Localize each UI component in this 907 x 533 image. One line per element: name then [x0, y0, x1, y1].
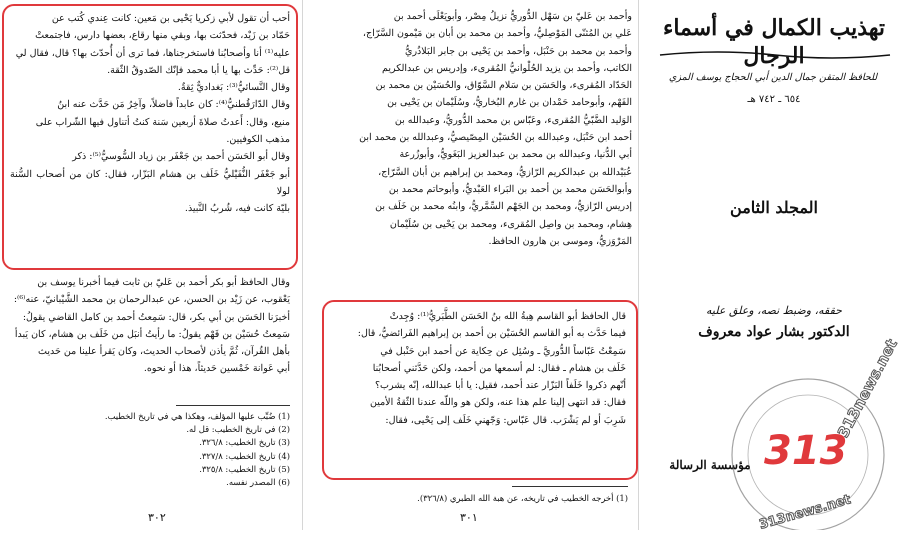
- footnote: (2) في تاريخ الخطيب: قل له.: [186, 424, 290, 435]
- cover-page: [638, 0, 907, 533]
- editor-intro: حققه، وضبط نصه، وعلق عليه: [706, 304, 842, 317]
- body-text-page-301: [310, 8, 632, 250]
- text-line: سَمِعتُ حُسَيْن بن فَهْم يقولُ: ما رأيتُ أنبَل من خَلَف بن هشام، كان يَبدأ: [14, 328, 290, 340]
- text-line: إدريس الرّازيُّ، ومحمد بن الجَهْم السِّمَّريُّ، وابنُه محمد بن خَلَف بن: [375, 201, 632, 213]
- text-line: أبو جَعْفَر النُّفَيْليُّ خَلَف بن هشام البَزّار، فقال: كان من أصحاب السُّنة لولا: [10, 168, 290, 197]
- page-302: [0, 0, 302, 530]
- footnote: (1) أخرجه الخطيب في تاريخه، عن هبة الله الطبري (٣٢٦/٨).: [417, 493, 628, 503]
- footnotes-page-302: [90, 410, 290, 489]
- text-line: أنّهم ذكروا خَلَفاً البَزّار عند أحمد، فقيل: يا أبا عبدالله، إنّه يشرب؟: [375, 380, 626, 392]
- author-dates: ٦٥٤ ـ ٧٤٢ هـ: [747, 94, 801, 105]
- highlighted-passage-page-301: [330, 308, 626, 429]
- footnote: (6) المصدر نفسه.: [226, 477, 290, 488]
- text-line: أبي الدُّنيا، وعبدالله بن محمد بن عبدالعزيز البَغَويُّ، وأبوزُرعة: [399, 149, 632, 161]
- publisher-name: مؤسسة الرسالة: [669, 458, 751, 472]
- text-line: عُبَيْدالله بن عبدالكريم الرّازيُّ، ومحمد بن إبراهيم بن أبان السَّرّاج،: [378, 166, 632, 178]
- footnote: (4) تاريخ الخطيب: ٣٢٧/٨.: [199, 450, 290, 461]
- footnote: (3) تاريخ الخطيب: ٣٢٦/٨.: [199, 437, 290, 448]
- footnote: (1) ضُبِّب عليها المؤلف، وهكذا هي في تاريخ الخطيب.: [104, 411, 290, 421]
- text-line: الحَدّاد المُقرىء، والحَسَن بن سَلام السَّوّاق، والحُسَيْن بن محمد بن: [375, 80, 632, 92]
- text-line: أحمد ابن حَنْبَل، وعبدالله بن الحُسَيْن المِصّيصيُّ، وعبدالله بن محمد ابن: [359, 132, 632, 144]
- text-line: قل⁽²⁾: حَدِّث بها يا أبا محمد فإنّك الصّدوقُ الثّقة.: [107, 64, 290, 76]
- text-line: خَلَف بن هشام ـ فقال: لم أسمعها من أحمد، ولكن حَدَّثني أصحابُنا: [372, 362, 626, 374]
- text-line: المَرْوَزيُّ، وموسى بن هارون الحافظ.: [488, 235, 632, 247]
- text-line: وقال أبو الحَسَن أحمد بن جَعْفَر بن زياد السُّوسيُّ⁽⁵⁾: ذكر: [72, 151, 290, 163]
- text-line: أخبرَنا الحَسَن بن أبي بكر، قال: سَمِعتُ أحمد بن كامل القاضي يقولُ:: [22, 311, 290, 323]
- text-line: الفَهْم، وأبوحامد حَمْدان بن غارم البُخاريُّ، وسُلَيْمان بن يَحْيى بن: [387, 97, 632, 109]
- book-title: تهذيب الكمال في أسماء الرجال: [662, 15, 886, 69]
- text-line: شَرِبَ أو لم يَشْرَب. قال عَبّاس: وَجّهني خَلَف إلى يَحْيى، فقال:: [385, 414, 626, 426]
- text-line: عليه⁽¹⁾ أنا وأصحابُنا فاستخرجناها، فما ترى أن أُحدّث بها؟ قال، فقال لي: [15, 47, 290, 59]
- page-number-301: ٣٠١: [460, 511, 478, 524]
- footnotes-page-301: [322, 492, 628, 505]
- text-line: الوَليد الضَّبّيُّ المُقرىء، وعَبّاس بن محمد الدُّوريُّ، وعبدالله بن: [394, 114, 632, 126]
- title-ornament: [658, 46, 892, 65]
- text-line: أحب أن تقول لأبي زكريا يَحْيى بن مَعين: كانت عِندي كُتب عن: [51, 13, 290, 24]
- text-line: فقال: قد انتهى إلينا علم هذا عنه، ولكن هو واللّه عندنا الثّقةُ الأمين: [369, 397, 626, 409]
- text-line: بأهل القُرآن، ثُمَّ يأذن لأصحاب الحديث، وكان يَقرأ علينا من حَديث: [38, 346, 290, 358]
- text-line: أبي عَوانة خَمْسين حَديثاً، هذا أو نحوه.: [143, 363, 290, 375]
- text-line: عَلي بن المُثنّى المَوْصِليُّ، وأحمد بن محمد بن أبان بن مَيْمون السَّرّاج،: [362, 28, 632, 40]
- text-line: حَمّاد بن زَيْد، فحدّثت بها، وبقي منها رقاع، بعضها دارس، فاجتمعتْ: [35, 30, 290, 42]
- text-line: منيع، وقال: أَعدتُ صلاةَ أربعين سَنة كنتُ أتناول فيها الشّراب على: [35, 116, 290, 128]
- footnote-rule: [512, 486, 628, 487]
- watermark-site-text: 313news.net: [834, 336, 901, 441]
- text-line: هِشام، ومحمد بن واصِل المُقرىء، ومحمد بن يَحْيى بن سُلَيْمان: [389, 218, 632, 230]
- text-line: وأحمد بن عَليّ بن سَهْل الدُّوريُّ نزيلُ مِصْر، وأبويَعْلَى أحمد بن: [393, 11, 632, 22]
- text-line: فيما حَدَّث به أبو القاسم الحُسَيْن بن أحمد بن إبراهيم الفَرائضيُّ، قال:: [357, 328, 626, 340]
- author-line: للحافظ المتقن جمال الدين أبي الحجاج يوسف المزي: [668, 72, 878, 83]
- watermark-number: 313: [764, 428, 848, 474]
- text-line: وقال الدّارَقُطنيُّ⁽⁴⁾: كان عابداً فاضلاً، وآخِرُ مَن حَدَّث عنه ابنُ: [57, 99, 290, 111]
- volume-label: المجلد الثامن: [730, 198, 818, 217]
- text-line: يَعْقوب، عن زَيْد بن الحسن، عن عبدالرحمان بن محمد الشَّيْبانيّ، عنه⁽⁶⁾:: [13, 294, 290, 306]
- text-line: وقال الحافظ أبو بكر أحمد بن عَليّ بن ثابت فيما أخبرنا يوسف بن: [37, 277, 290, 288]
- text-line: وقال النَّسائيُّ⁽³⁾: بَغداديٌّ ثِقةٌ.: [177, 82, 290, 94]
- page-number-302: ٣٠٢: [148, 511, 166, 524]
- text-line: سَمِعْتُ عَبّاساً الدُّوريَّ ـ وسُئِل عن حِكاية عن أحمد ابن حَنْبل في: [380, 345, 626, 357]
- footnote: (5) تاريخ الخطيب: ٣٢٥/٨.: [199, 463, 290, 474]
- body-text-page-302: [10, 274, 290, 378]
- editor-name: الدكتور بشار عواد معروف: [698, 324, 850, 340]
- text-line: مذهب الكوفيين.: [226, 134, 290, 146]
- text-line: وأبوالحَسَن محمد بن أحمد بن البَراء العَبْديُّ، وأبوحاتم محمد بن: [388, 183, 632, 195]
- footnote-rule: [176, 405, 290, 406]
- text-line: وأحمد بن محمد بن حَنْبَل، وأحمد بن يَحْيى بن جابر البَلاذُريُّ: [405, 45, 632, 57]
- page-301: [302, 0, 638, 530]
- highlighted-passage-page-302: [10, 10, 290, 218]
- watermark-site-text-bottom: 313news.net: [757, 492, 853, 533]
- text-line: بليّة كانت فيه، شُربُ النَّبيذ.: [184, 203, 290, 215]
- text-line: قال الحافظ أبو القاسم هِبةُ الله بنُ الحَسَن الطَّبَريُّ⁽¹⁾: وُجِدتْ: [389, 311, 626, 322]
- text-line: الكاتب، وأحمد بن يزيد الحُلْوانيُّ المُقرىء، وإدريس بن عبدالكريم: [382, 62, 632, 74]
